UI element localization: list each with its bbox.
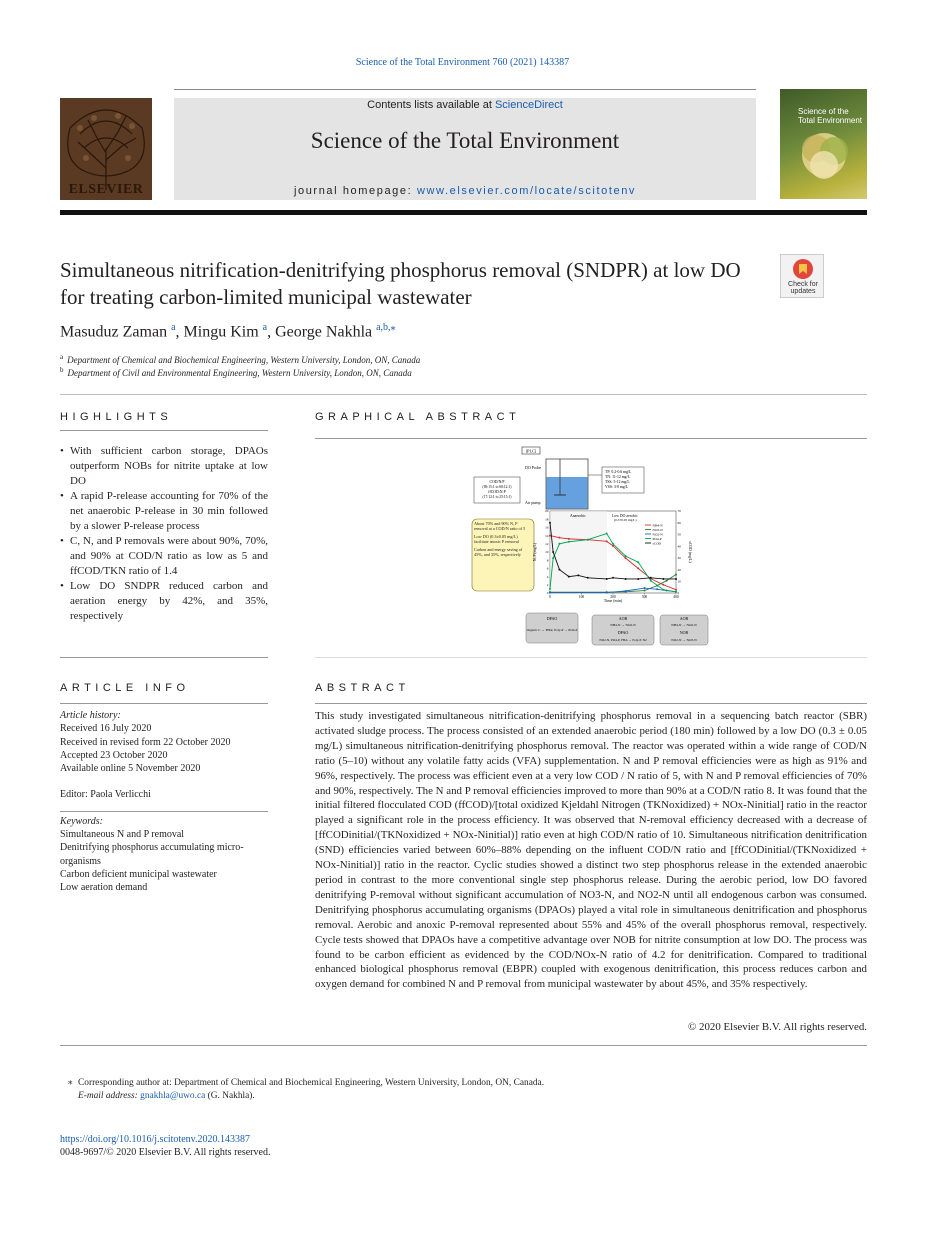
x-tick-label: 100 bbox=[578, 595, 585, 599]
journal-reference[interactable]: Science of the Total Environment 760 (2021) 143387 bbox=[355, 57, 570, 68]
graphical-abstract-svg bbox=[470, 445, 710, 650]
ga-chart bbox=[533, 509, 692, 603]
data-point bbox=[558, 537, 560, 539]
received-date: Received 16 July 2020 bbox=[60, 723, 152, 735]
online-date: Available online 5 November 2020 bbox=[60, 763, 201, 775]
legend-label: NO3-N bbox=[652, 527, 663, 532]
highlights-rule bbox=[60, 430, 268, 431]
y-tick-label: 16 bbox=[545, 525, 549, 530]
legend-label: sCOD bbox=[652, 541, 661, 546]
data-point bbox=[549, 588, 551, 590]
x-tick-label: 400 bbox=[673, 595, 679, 599]
data-point bbox=[662, 584, 664, 586]
low-do-label: Low DO aerobic bbox=[612, 514, 638, 518]
keyword: Carbon deficient municipal wastewater bbox=[60, 868, 217, 880]
data-point bbox=[637, 578, 639, 580]
mechanism-text: NH4-N → NO2-N bbox=[671, 623, 697, 627]
air-pump-label: Air pump bbox=[525, 500, 541, 505]
y2-tick-label: 20 bbox=[677, 567, 681, 572]
data-point bbox=[587, 577, 589, 579]
data-point bbox=[568, 538, 570, 540]
affiliation-text: Department of Chemical and Biochemical Engineering, Western University, London, ON, Canada bbox=[67, 355, 421, 365]
affiliation-text: Department of Civil and Environmental Engineering, Western University, London, ON, Canada bbox=[67, 368, 412, 378]
affiliation-mark: a bbox=[60, 353, 64, 361]
copyright: © 2020 Elsevier B.V. All rights reserved. bbox=[688, 1021, 867, 1033]
journal-homepage-line bbox=[174, 185, 756, 197]
y-tick-label: 14 bbox=[545, 533, 549, 538]
journal-cover-thumbnail[interactable] bbox=[780, 89, 867, 199]
data-point bbox=[606, 540, 608, 542]
affiliation-divider bbox=[60, 394, 867, 395]
data-point bbox=[662, 578, 664, 580]
data-point bbox=[650, 577, 652, 579]
data-point bbox=[612, 545, 614, 547]
data-point bbox=[558, 569, 560, 571]
y-axis-label: N, P (mg/L) bbox=[533, 542, 537, 562]
reactor-liquid bbox=[547, 477, 588, 509]
header-bottom-bar bbox=[60, 210, 867, 215]
data-point bbox=[568, 576, 570, 578]
sciencedirect-link[interactable]: ScienceDirect bbox=[494, 99, 563, 111]
cod-box-line: (69:15:1 to 68:12:1) bbox=[482, 485, 512, 489]
ga-note: Low DO (0.3±0.05 mg/L) facilitate anoxic P removal bbox=[474, 534, 519, 544]
cod-box-line: COD/N/P bbox=[489, 480, 505, 484]
data-point bbox=[549, 535, 551, 537]
data-point bbox=[625, 557, 627, 559]
keyword: Denitrifying phosphorus accumulating micro-organisms bbox=[60, 842, 244, 867]
article-title: Simultaneous nitrification-denitrifying phosphorus removal (SNDPR) at low DO for treating carbon-limited municipal wastewater bbox=[60, 258, 741, 309]
data-point bbox=[625, 555, 627, 557]
do-probe-label: DO Probe bbox=[525, 465, 542, 470]
mechanism-title: NOB bbox=[679, 630, 689, 635]
low-do-value: (0.3±0.05 mg/L) bbox=[614, 518, 637, 522]
y-tick-label: 6 bbox=[546, 566, 549, 571]
accepted-date: Accepted 23 October 2020 bbox=[60, 749, 168, 761]
graphical-abstract-rule bbox=[315, 438, 867, 439]
check-updates-icon bbox=[793, 259, 813, 279]
mechanism-text: NO2-N, PO4-P, PHA → Poly-P, N2 bbox=[599, 638, 647, 642]
data-point bbox=[675, 574, 677, 576]
x-tick-label: 0 bbox=[549, 595, 551, 599]
y2-tick-label: 10 bbox=[677, 579, 681, 584]
abstract-heading: ABSTRACT bbox=[315, 682, 410, 694]
article-info-rule bbox=[60, 703, 268, 704]
highlight-item: • C, N, and P removals were about 90%, 70%, and 90% at COD/N ratio as low as 5 and ffCOD/TKN ratio of 1.4 bbox=[60, 534, 268, 579]
y2-tick-label: 40 bbox=[677, 544, 681, 549]
cod-box-line: ffCOD:N:P bbox=[488, 490, 506, 494]
mechanism-title: AOB bbox=[618, 616, 628, 621]
keyword: Low aeration demand bbox=[60, 882, 148, 894]
legend-label: NH4-N bbox=[652, 523, 663, 528]
data-point bbox=[666, 580, 668, 582]
keywords-rule bbox=[60, 811, 268, 812]
article-info bbox=[60, 709, 268, 895]
y2-tick-label: 60 bbox=[677, 520, 681, 525]
y2-tick-label: 70 bbox=[677, 509, 681, 514]
graphical-abstract-heading: GRAPHICAL ABSTRACT bbox=[315, 411, 521, 423]
email-note bbox=[78, 1090, 858, 1103]
cover-title: Science of the Total Environment bbox=[798, 107, 863, 125]
affiliation bbox=[60, 366, 760, 378]
elsevier-logo[interactable] bbox=[60, 98, 152, 200]
data-point bbox=[612, 577, 614, 579]
plc-label: [PLC] bbox=[525, 448, 537, 454]
y2-axis-label: sCOD (mg/L) bbox=[688, 541, 692, 563]
editor: Editor: Paola Verlicchi bbox=[60, 789, 151, 801]
highlight-item: • Low DO SNDPR reduced carbon and aeration energy by 42%, and 35%, respectively bbox=[60, 579, 268, 624]
effluent-line: TSS: 5-12 mg/L bbox=[605, 480, 630, 484]
keywords-label: Keywords: bbox=[60, 815, 103, 827]
data-point bbox=[637, 567, 639, 569]
highlight-item: • With sufficient carbon storage, DPAOs outperform NOBs for nitrite uptake at low DO bbox=[60, 444, 268, 489]
corresponding-mark: ⁎ bbox=[68, 1076, 73, 1086]
author-name[interactable]: Mingu Kim bbox=[183, 323, 259, 341]
data-point bbox=[577, 574, 579, 576]
data-point bbox=[625, 590, 627, 592]
article-history-label: Article history: bbox=[60, 710, 121, 721]
cod-box-line: (17:12:1 to 25:15:1) bbox=[482, 495, 512, 499]
check-for-updates-label: Check for updates bbox=[788, 281, 818, 295]
anaerobic-label: Anaerobic bbox=[570, 514, 586, 518]
mechanism-text: NH4-N → NO2-N bbox=[610, 623, 636, 627]
x-tick-label: 300 bbox=[641, 595, 648, 599]
data-point bbox=[568, 541, 570, 543]
y2-tick-label: 30 bbox=[677, 556, 681, 561]
data-point bbox=[552, 557, 554, 559]
affiliation bbox=[60, 353, 760, 365]
highlights-list bbox=[60, 444, 268, 624]
data-point bbox=[675, 578, 677, 580]
graphical-abstract-figure[interactable] bbox=[470, 445, 710, 650]
y-tick-label: 4 bbox=[546, 574, 549, 579]
journal-homepage-link[interactable]: www.elsevier.com/locate/scitotenv bbox=[416, 185, 637, 197]
abstract-rule bbox=[315, 703, 867, 704]
y2-tick-label: 50 bbox=[677, 532, 681, 537]
contents-line bbox=[174, 99, 756, 111]
mechanism-title: DPAO bbox=[617, 630, 629, 635]
keyword: Simultaneous N and P removal bbox=[60, 829, 185, 841]
data-point bbox=[625, 578, 627, 580]
data-point bbox=[675, 589, 677, 591]
revised-date: Received in revised form 22 October 2020 bbox=[60, 736, 231, 748]
y2-tick-label: 0 bbox=[677, 591, 680, 596]
header-top-rule bbox=[174, 89, 756, 90]
data-point bbox=[644, 590, 646, 592]
data-point bbox=[606, 533, 608, 535]
anaerobic-phase-shade bbox=[550, 511, 607, 593]
data-point bbox=[587, 539, 589, 541]
author-name[interactable]: George Nakhla bbox=[275, 323, 373, 341]
data-point bbox=[606, 578, 608, 580]
journal-title: Science of the Total Environment bbox=[310, 128, 620, 153]
effluent-line: TP: 0.2-0.6 mg/L bbox=[605, 470, 632, 474]
homepage-prefix: journal homepage: bbox=[293, 185, 417, 197]
data-point bbox=[675, 591, 677, 593]
y-tick-label: 0 bbox=[546, 591, 549, 596]
y-tick-label: 8 bbox=[546, 558, 549, 563]
mechanism-text: NO2-N → NO3-N bbox=[671, 638, 697, 642]
effluent-line: TN: 11-12 mg/L bbox=[605, 475, 630, 479]
contents-prefix: Contents lists available at bbox=[367, 99, 495, 111]
mechanism-title: DPAO bbox=[546, 616, 558, 621]
cover-art-icon bbox=[780, 89, 867, 199]
data-point bbox=[637, 561, 639, 563]
author-affiliation-mark[interactable]: a bbox=[262, 322, 268, 333]
graphical-abstract-bottom-rule bbox=[315, 657, 867, 658]
ga-note: About 70% and 90% N, P removal at a COD/N ratio of 5 bbox=[474, 521, 526, 531]
abstract-text: This study investigated simultaneous nitrification-denitrifying phosphorus removal in a sequencing batch reactor (SBR) activated sludge process. The process consisted of an extended anaerobic period (180 min) followed by a low DO (0.3 ± 0.05 mg/L) simultaneous nitrification-denitrifying phosphorus removal. The reactor was operated within a wide range of COD/N ratio (5–10) without any volatile fatty acids (VFA) supplementation. N and P removal efficiencies were as high as 91% and 96%, respectively. The process was efficient even at a very low COD / N ratio of 5, with N and P removal efficiencies of 70% and 90%, respectively. The N and P removal efficiencies improved to more than 90% at a COD/N ratio 8. It was found that the initial filtered flocculated COD (ffCOD)/[total oxidized Kjeldahl Nitrogen (TKNoxidized) + NOx-Ninitial] ratio in the reactor played a significant role in the process efficiency. It was observed that N-removal efficiency decreased with a decrease of [ffCODinitial/(TKNoxidized + NOx-Ninitial)] ratio even at high COD/N ratio of 10. Simultaneous nitrification denitrification (SND) efficiencies varied between 60%–88% depending on the influent COD/N ratio and [ffCODinitial/(TKNoxidized + NOx-Ninitial)] ratio in the reactor. Cyclic studies showed a distinct two step phosphorus release in the extended anaerobic period in contrast to the more conventional single step phosphorus release. During the aerobic period, low DO favored denitrifying P-removal without significant accumulation of NO3-N, and NO2-N until all endogenous carbon was consumed. Denitrifying phosphorus accumulating organisms (DPAOs) played a vital role in simultaneous denitrification and phosphorus removal. Aerobic and anoxic P-removal represented about 55% and 45% of the overall phosphorus removal, respectively. Cycle tests showed that DPAOs have a competitive advantage over NOB for nitrite consumption at low DO. The process was found to be carbon efficient as evidenced by the COD/NOx-N ratio of 4.2 for denitrification. Compared to traditional enhanced biological phosphorus removal (EBPR) coupled with exogenous denitrification, this process reduces carbon and oxygen demand for combined N and P removal from municipal wastewater by about 45%, and 35% respectively. bbox=[315, 710, 867, 991]
y-tick-label: 18 bbox=[545, 517, 549, 522]
elsevier-wordmark: ELSEVIER bbox=[68, 182, 144, 197]
author-affiliation-mark[interactable]: a,b,⁎ bbox=[376, 322, 396, 333]
data-point bbox=[612, 543, 614, 545]
affiliation-mark: b bbox=[60, 366, 64, 374]
email-suffix: (G. Nakhla). bbox=[207, 1091, 255, 1101]
legend-label: NO2-N bbox=[652, 532, 663, 537]
data-point bbox=[606, 592, 608, 594]
highlight-item: • A rapid P-release accounting for 70% of the net anaerobic P-release in 30 min followed by a slower P-release process bbox=[60, 489, 268, 534]
footnote-rule bbox=[60, 1045, 867, 1046]
mechanism-title: AOB bbox=[679, 616, 689, 621]
article-info-heading: ARTICLE INFO bbox=[60, 682, 190, 694]
data-point bbox=[644, 587, 646, 589]
data-point bbox=[656, 588, 658, 590]
data-point bbox=[558, 543, 560, 545]
data-point bbox=[662, 589, 664, 591]
check-for-updates-badge[interactable] bbox=[780, 254, 824, 298]
highlights-heading: HIGHLIGHTS bbox=[60, 411, 173, 423]
x-tick-label: 200 bbox=[610, 595, 616, 599]
legend-label: PO4-P bbox=[652, 536, 662, 541]
data-point bbox=[546, 591, 551, 596]
data-point bbox=[552, 551, 554, 553]
corresponding-author-note: Corresponding author at: Department of Chemical and Biochemical Engineering, Western University, London, ON, Canada. bbox=[78, 1078, 545, 1088]
data-point bbox=[549, 522, 551, 524]
doi-link[interactable]: https://doi.org/10.1016/j.scitotenv.2020.143387 bbox=[60, 1134, 250, 1145]
data-point bbox=[650, 580, 652, 582]
y-tick-label: 20 bbox=[545, 509, 549, 514]
effluent-line: VSS: 3-8 mg/L bbox=[605, 485, 629, 489]
y-tick-label: 2 bbox=[546, 583, 549, 587]
issn-line: 0048-9697/© 2020 Elsevier B.V. All rights reserved. bbox=[60, 1147, 271, 1158]
highlights-bottom-rule bbox=[60, 657, 268, 658]
email-link[interactable]: gnakhla@uwo.ca bbox=[140, 1091, 206, 1101]
author-list: Masuduz Zaman $^a$, Mingu Kim $^a$, George Nakhla $^{a,b,⁎}$ bbox=[60, 322, 396, 341]
author-name[interactable]: Masuduz Zaman bbox=[60, 323, 168, 341]
email-label: E-mail address: bbox=[78, 1091, 138, 1101]
author-affiliation-mark[interactable]: a bbox=[171, 322, 176, 333]
ga-note: Carbon and energy saving of 45%, and 35%, respectively bbox=[474, 547, 523, 557]
y-tick-label: 12 bbox=[545, 542, 549, 546]
mechanism-text: Organic C → PHA; Poly-P → PO4-P bbox=[526, 628, 578, 632]
y-tick-label: 10 bbox=[545, 550, 549, 555]
x-axis-label: Time (min) bbox=[603, 598, 623, 603]
